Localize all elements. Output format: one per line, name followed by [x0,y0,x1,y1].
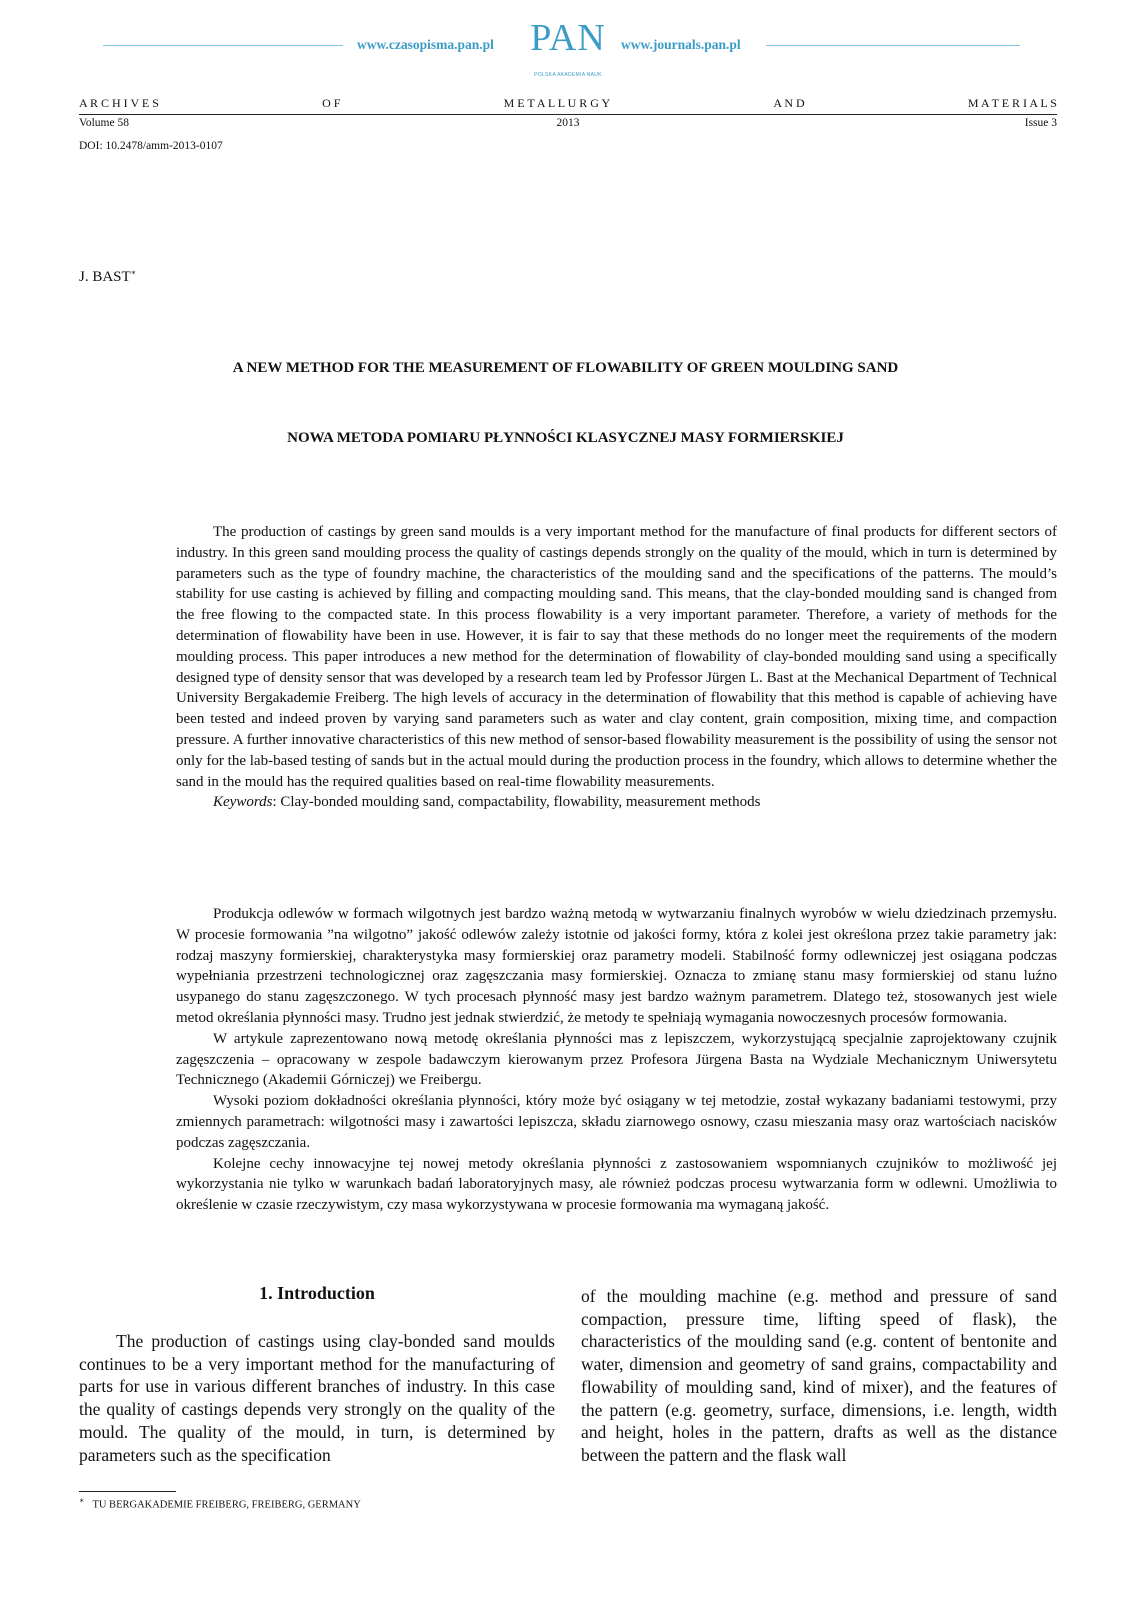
keywords-label: Keywords [213,794,273,811]
doi[interactable]: DOI: 10.2478/amm-2013-0107 [79,140,223,152]
footnote [79,1496,361,1511]
author [79,268,136,286]
pan-logo: PAN [530,17,606,59]
body-paragraph: of the moulding machine (e.g. method and pressure of sand compaction, pressure time, lifting speed of flask), the characteristics of the moulding sand (e.g. content of bentonite and water, dimension and geometry of sand grains, compactability and flowability of moulding sand, kind of mixer), and the features of the pattern (e.g. geometry, surface, dimensions, i.e. length, width and height, holes in the pattern, drafts as well as the distance between the pattern and the flask wall [581,1286,1057,1465]
journal-name [79,96,1057,111]
body-column-left [79,1282,555,1466]
header-rule-right [766,45,1020,46]
footnote-text: TU BERGAKADEMIE FREIBERG, FREIBERG, GERMANY [92,1499,361,1511]
journal-word: A R C H I V E S [79,96,159,110]
author-name: J. BAST [79,269,131,285]
keywords [176,792,1057,813]
abstract-polish [176,904,1057,1216]
abstract-paragraph: Produkcja odlewów w formach wilgotnych jest bardzo ważną metodą w wytwarzaniu finalnych wyrobów w wielu dziedzinach przemysłu. W procesie formowania ”na wilgotno” jakość odlewów zależy istotnie od jakości formy, która z kolei jest określona przez takie parametry jak: rodzaj maszyny formierskiej, charakterystyka masy formierskiej oraz parametry modeli. Stabilność formy odlewniczej jest osiągana podczas wypełniania przestrzeni technologicznej oraz zagęszczania masy formierskiej. Oznacza to zmianę stanu masy formierskiej od stanu luźno usypanego do stanu zagęszczonego. W tych procesach płynność masy jest bardzo ważnym parametrem. Dlatego też, stosowanych jest wiele metod określania płynności masy. Trudno jest jednak stwierdzić, że metody te spełniają wymagania nowoczesnych procesów formowania. [176,906,1057,1026]
title-english: A NEW METHOD FOR THE MEASUREMENT OF FLOWABILITY OF GREEN MOULDING SAND [232,360,899,376]
issue: Issue 3 [1024,117,1057,129]
section-heading: 1. Introduction [259,1283,375,1303]
czasopisma-link[interactable]: www.czasopisma.pan.pl [357,37,494,52]
abstract-paragraph: Kolejne cechy innowacyjne tej nowej metody określania płynności z zastosowaniem wspomnianych czujników to możliwość jej wykorzystania nie tylko w warunkach badań laboratoryjnych masy, ale również podczas procesu wytwarzania form w odlewni. Umożliwia to określenie w czasie rzeczywistym, czy masa wykorzystywana w procesie formowania ma wymaganą jakość. [176,1155,1057,1214]
abstract-english [176,522,1057,813]
keywords-list: : Clay-bonded moulding sand, compactability, flowability, measurement methods [272,794,761,811]
volume: Volume 58 [79,117,129,129]
header-rule-left [103,45,343,46]
abstract-paragraph: The production of castings by green sand moulds is a very important method for the manufacture of final products for different sectors of industry. In this green sand moulding process the quality of castings depends strongly on the quality of the mould, which in turn is determined by parameters such as the type of foundry machine, the characteristics of the moulding sand and the specifications of the patterns. The mould’s stability for use casting is achieved by filling and compacting moulding sand. This means, that the clay-bonded moulding sand is changed from the free flowing to the compacted state. In this process flowability is a very important parameter. Therefore, a variety of methods for the determination of flowability have been in use. However, it is fair to say that these methods do no longer meet the requirements of the modern moulding process. This paper introduces a new method for the determination of flowability of clay-bonded moulding sand using a specifically designed type of density sensor that was developed by a research team led by Professor Jürgen L. Bast at the Mechanical Department of Technical University Bergakademie Freiberg. The high levels of accuracy in the determination of flowability that this method is capable of achieving have been tested and indeed proven by varying sand parameters such as water and clay content, grain composition, mixing time, and compaction pressure. A further innovative characteristics of this new method of sensor-based flowability measurement is the possibility of using the sensor not only for the lab-based testing of sands but in the actual mould during the production process in the foundry, which allows to determine whether the sand in the mould has the required qualities based on real-time flowability measurements. [176,524,1057,790]
title-polish: NOWA METODA POMIARU PŁYNNOŚCI KLASYCZNEJ MASY FORMIERSKIEJ [287,430,844,446]
journal-word: A N D [773,96,805,110]
journals-link[interactable]: www.journals.pan.pl [621,37,741,52]
footnote-mark: ∗ [79,1496,85,1505]
journal-word: O F [322,96,341,110]
year: 2013 [556,117,580,129]
header-rule [79,114,1057,115]
abstract-paragraph: Wysoki poziom dokładności określania płynności, który może być osiągany w tej metodzie, został wykazany badaniami testowymi, przy zmiennych parametrach: wilgotności masy i zawartości lepiszcza, składu ziarnowego osnowy, czasu mieszania masy oraz wartościach nacisków podczas zagęszczania. [176,1093,1057,1151]
body-paragraph: The production of castings using clay-bonded sand moulds continues to be a very important method for the manufacturing of parts for use in various different branches of industry. In this case the quality of castings depends very strongly on the quality of the mould. The quality of the mould, in turn, is determined by parameters such as the specification [79,1331,555,1465]
footnote-rule [79,1491,176,1492]
journal-word: M E T A L L U R G Y [503,96,611,110]
abstract-paragraph: W artykule zaprezentowano nową metodę określania płynności mas z lepiszczem, wykorzystującą specjalnie zaprojektowany czujnik zagęszczenia – opracowany w zespole badawczym kierowanym przez Profesora Jürgena Basta na Wydziale Mechanicznym Uniwersytetu Technicznego (Akademii Górniczej) we Freibergu. [176,1030,1057,1089]
author-footnote-mark: ∗ [130,268,137,277]
body-column-right [581,1285,1057,1467]
journal-word: M A T E R I A L S [967,96,1057,110]
pan-logo-subtitle: POLSKA AKADEMIA NAUK [534,72,602,78]
